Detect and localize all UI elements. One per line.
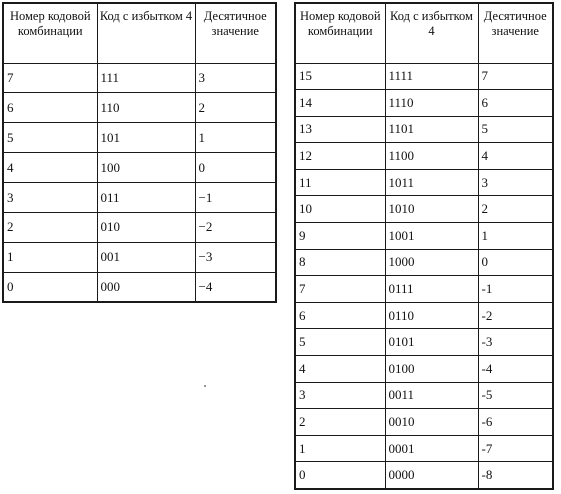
cell-combination-number: 2: [3, 212, 97, 242]
cell-code: 1010: [385, 196, 478, 223]
cell-combination-number: 10: [295, 196, 385, 223]
table-row: [295, 90, 553, 117]
table-row: [295, 356, 553, 383]
cell-decimal-value: 4: [478, 143, 553, 170]
cell-decimal-value: 2: [478, 196, 553, 223]
cell-decimal-value: -4: [478, 356, 553, 383]
cell-decimal-value: 7: [478, 63, 553, 90]
cell-code: 1000: [385, 249, 478, 276]
header-excess-4-code: Код с избытком 4: [97, 3, 195, 63]
header-decimal-value: Десятичное значение: [195, 3, 276, 63]
cell-combination-number: 8: [295, 249, 385, 276]
cell-combination-number: 12: [295, 143, 385, 170]
header-combination-number: Номер кодовой комбинации: [295, 3, 385, 63]
cell-decimal-value: 0: [195, 153, 276, 183]
cell-combination-number: 0: [3, 272, 97, 302]
cell-combination-number: 3: [295, 382, 385, 409]
table-row: [295, 435, 553, 462]
cell-code: 110: [97, 93, 195, 123]
table-row: [295, 382, 553, 409]
table-row: [295, 276, 553, 303]
cell-decimal-value: 6: [478, 90, 553, 117]
table-row: [295, 63, 553, 90]
cell-decimal-value: 1: [478, 223, 553, 250]
cell-code: 0011: [385, 382, 478, 409]
cell-code: 0000: [385, 462, 478, 489]
table-row: [3, 242, 276, 272]
cell-code: 1111: [385, 63, 478, 90]
header-excess-4-code: Код с избытком 4: [385, 3, 478, 63]
cell-decimal-value: -5: [478, 382, 553, 409]
table-row: [295, 143, 553, 170]
scan-speck: [204, 385, 206, 387]
cell-code: 0001: [385, 435, 478, 462]
table-row: [295, 116, 553, 143]
table-row: [295, 249, 553, 276]
table-row: [295, 462, 553, 489]
cell-decimal-value: −2: [195, 212, 276, 242]
table-row: [3, 212, 276, 242]
cell-combination-number: 1: [295, 435, 385, 462]
cell-code: 0110: [385, 302, 478, 329]
table-row: [295, 409, 553, 436]
cell-code: 1101: [385, 116, 478, 143]
cell-code: 010: [97, 212, 195, 242]
cell-code: 100: [97, 153, 195, 183]
cell-combination-number: 14: [295, 90, 385, 117]
cell-code: 0101: [385, 329, 478, 356]
cell-combination-number: 9: [295, 223, 385, 250]
excess-4-code-table-4bit: [294, 2, 554, 490]
excess-4-code-table-3bit: [2, 2, 277, 303]
cell-combination-number: 1: [3, 242, 97, 272]
cell-decimal-value: −3: [195, 242, 276, 272]
cell-code: 0100: [385, 356, 478, 383]
cell-combination-number: 5: [295, 329, 385, 356]
table-row: [3, 63, 276, 93]
cell-decimal-value: 1: [195, 123, 276, 153]
cell-decimal-value: 3: [478, 169, 553, 196]
cell-decimal-value: -1: [478, 276, 553, 303]
table-row: [3, 183, 276, 213]
table-row: [295, 196, 553, 223]
cell-code: 1110: [385, 90, 478, 117]
cell-code: 111: [97, 63, 195, 93]
cell-code: 0111: [385, 276, 478, 303]
cell-decimal-value: −1: [195, 183, 276, 213]
cell-code: 1001: [385, 223, 478, 250]
cell-code: 1011: [385, 169, 478, 196]
cell-combination-number: 5: [3, 123, 97, 153]
cell-decimal-value: 5: [478, 116, 553, 143]
cell-combination-number: 6: [3, 93, 97, 123]
cell-combination-number: 2: [295, 409, 385, 436]
cell-combination-number: 3: [3, 183, 97, 213]
cell-decimal-value: -2: [478, 302, 553, 329]
table-row: [3, 272, 276, 302]
cell-code: 101: [97, 123, 195, 153]
cell-decimal-value: -7: [478, 435, 553, 462]
cell-decimal-value: 3: [195, 63, 276, 93]
cell-combination-number: 7: [3, 63, 97, 93]
cell-combination-number: 11: [295, 169, 385, 196]
cell-decimal-value: 0: [478, 249, 553, 276]
cell-combination-number: 4: [295, 356, 385, 383]
cell-code: 0010: [385, 409, 478, 436]
cell-combination-number: 7: [295, 276, 385, 303]
table-row: [295, 169, 553, 196]
cell-code: 000: [97, 272, 195, 302]
cell-decimal-value: −4: [195, 272, 276, 302]
cell-decimal-value: 2: [195, 93, 276, 123]
cell-combination-number: 15: [295, 63, 385, 90]
table-row: [295, 223, 553, 250]
cell-combination-number: 4: [3, 153, 97, 183]
header-combination-number: Номер кодовой комбинации: [3, 3, 97, 63]
cell-code: 001: [97, 242, 195, 272]
header-row: [295, 3, 553, 63]
header-decimal-value: Десятичное значение: [478, 3, 553, 63]
table-row: [3, 93, 276, 123]
cell-combination-number: 0: [295, 462, 385, 489]
header-row: [3, 3, 276, 63]
table-row: [295, 302, 553, 329]
cell-decimal-value: -3: [478, 329, 553, 356]
cell-decimal-value: -8: [478, 462, 553, 489]
cell-combination-number: 6: [295, 302, 385, 329]
cell-code: 011: [97, 183, 195, 213]
cell-decimal-value: -6: [478, 409, 553, 436]
cell-combination-number: 13: [295, 116, 385, 143]
cell-code: 1100: [385, 143, 478, 170]
table-row: [3, 123, 276, 153]
table-row: [295, 329, 553, 356]
table-row: [3, 153, 276, 183]
